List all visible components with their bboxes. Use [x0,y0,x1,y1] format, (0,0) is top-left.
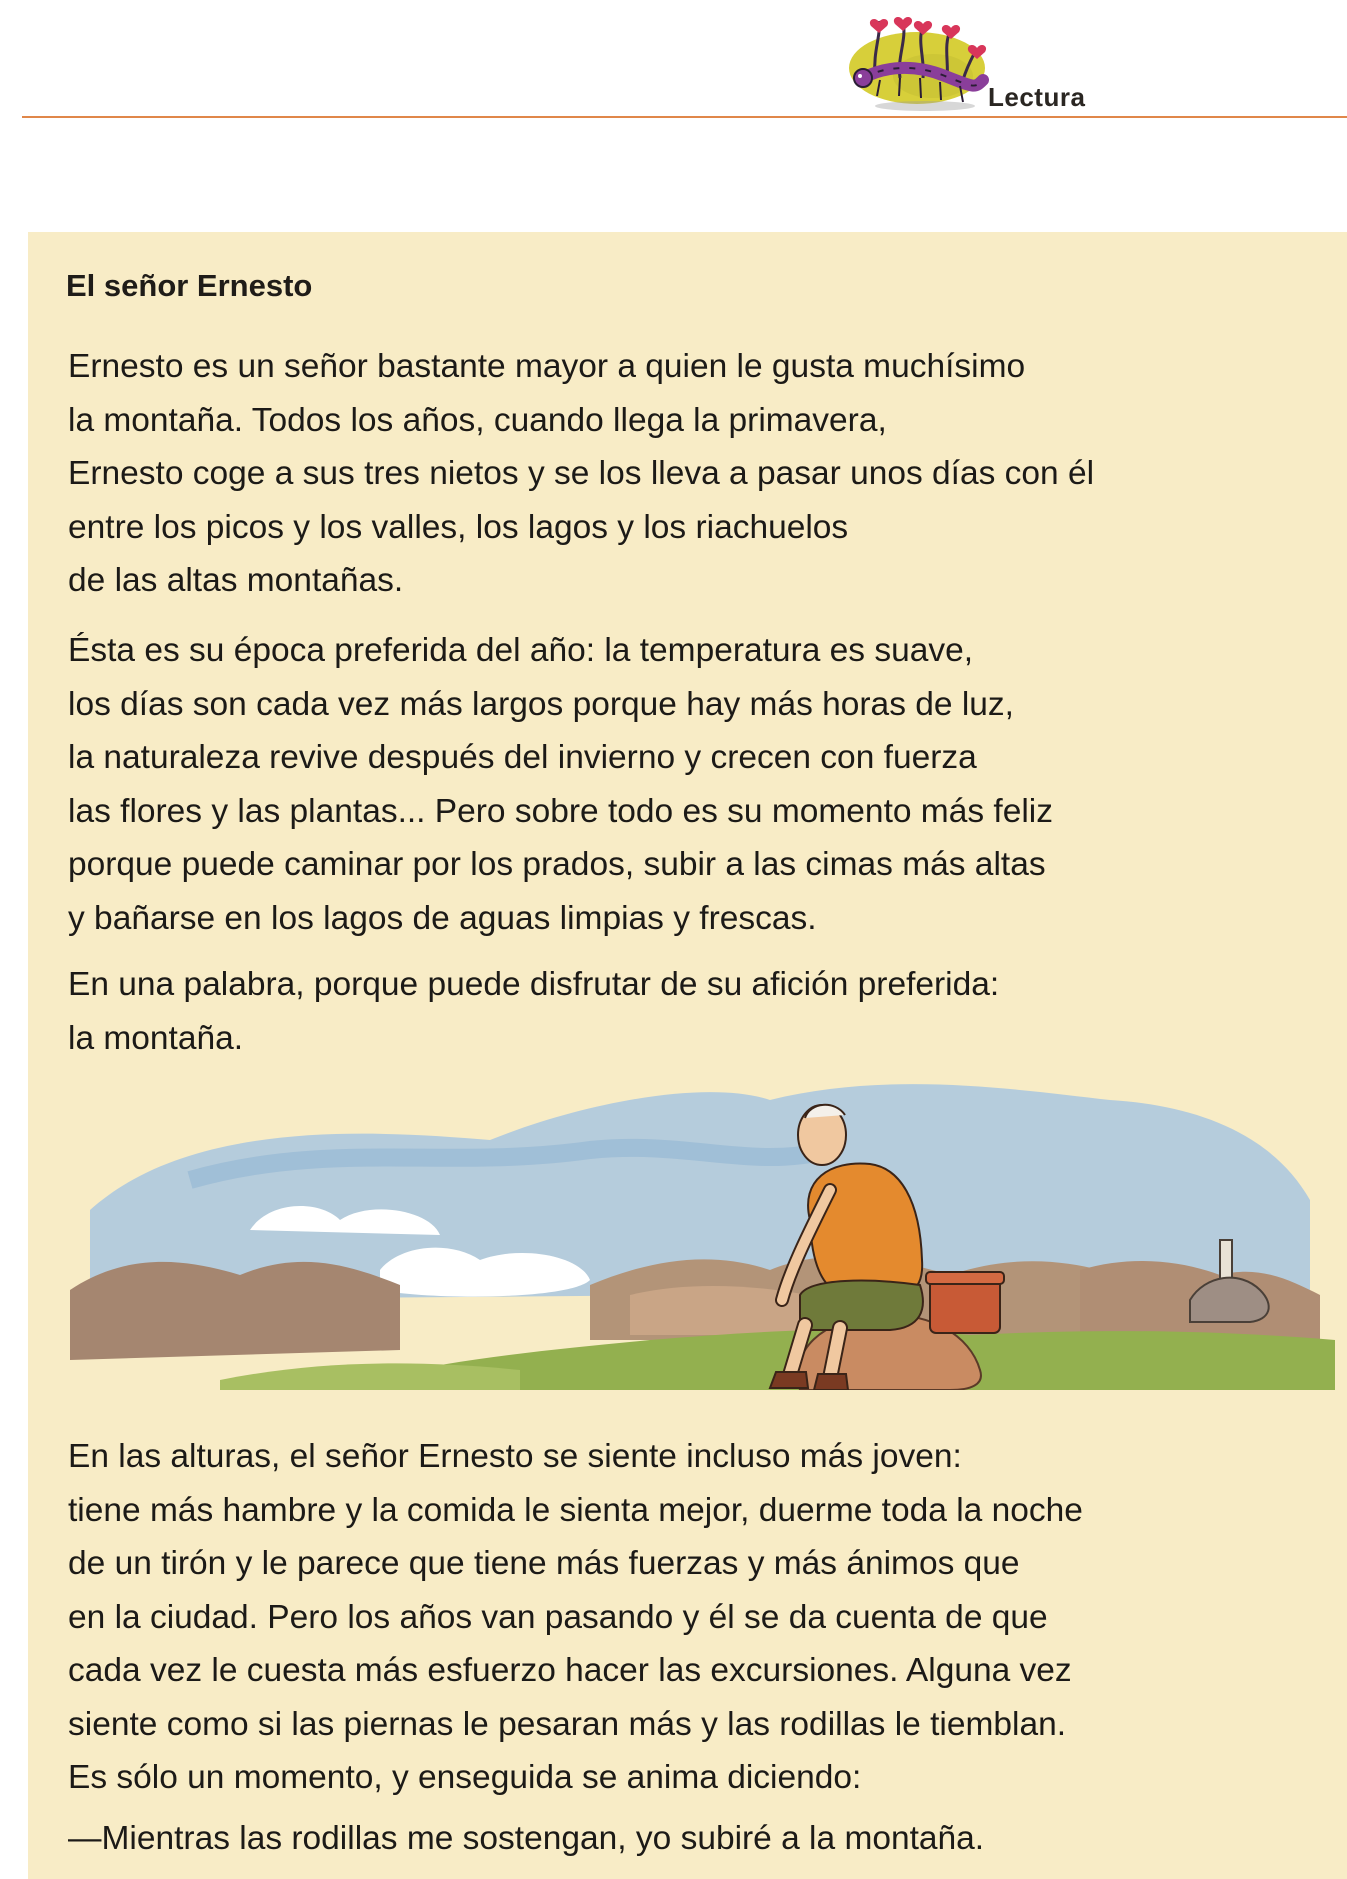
text-line: las flores y las plantas... Pero sobre todo es su momento más feliz [68,792,1053,830]
text-line: y bañarse en los lagos de aguas limpias y frescas. [68,899,817,937]
old-man-on-mountain-illustration [70,1060,1335,1390]
story-paragraph-4 [68,1430,1083,1805]
text-line: —Mientras las rodillas me sostengan, yo subiré a la montaña. [68,1820,985,1857]
text-line: Es sólo un momento, y enseguida se anima diciendo: [68,1759,862,1796]
text-line: En una palabra, porque puede disfrutar de su afición preferida: [68,966,1000,1003]
section-label: Lectura [988,82,1086,112]
text-line: de las altas montañas. [68,562,404,599]
story-paragraph-5 [68,1812,984,1866]
text-line: Ésta es su época preferida del año: la temperatura es suave, [68,632,974,669]
text-line: cada vez le cuesta más esfuerzo hacer las excursiones. Alguna vez [68,1652,1072,1689]
story-title: El señor Ernesto [66,268,313,303]
header-rule [22,116,1347,118]
text-line: en la ciudad. Pero los años van pasando y él se da cuenta de que [68,1598,1048,1636]
text-line: Ernesto coge a sus tres nietos y se los lleva a pasar unos días con él [68,455,1095,492]
text-line: la naturaleza revive después del invierno y crecen con fuerza [68,739,977,776]
text-line: los días son cada vez más largos porque hay más horas de luz, [68,685,1014,723]
text-line: entre los picos y los valles, los lagos y los riachuelos [68,508,849,546]
text-line: de un tirón y le parece que tiene más fuerzas y más ánimos que [68,1545,1020,1582]
text-line: En las alturas, el señor Ernesto se siente incluso más joven: [68,1438,962,1475]
text-line: la montaña. Todos los años, cuando llega la primavera, [68,401,887,439]
story-paragraph-1 [68,340,1094,608]
caterpillar-flowers-icon [845,6,990,116]
text-line: porque puede caminar por los prados, subir a las cimas más altas [68,846,1046,883]
text-line: tiene más hambre y la comida le sienta mejor, duerme toda la noche [68,1491,1083,1529]
text-line: siente como si las piernas le pesaran más y las rodillas le tiemblan. [68,1705,1067,1743]
story-paragraph-3 [68,958,999,1065]
text-line: la montaña. [68,1019,244,1057]
story-paragraph-2 [68,624,1053,945]
text-line: Ernesto es un señor bastante mayor a quien le gusta muchísimo [68,348,1026,385]
page-header [0,0,1347,125]
